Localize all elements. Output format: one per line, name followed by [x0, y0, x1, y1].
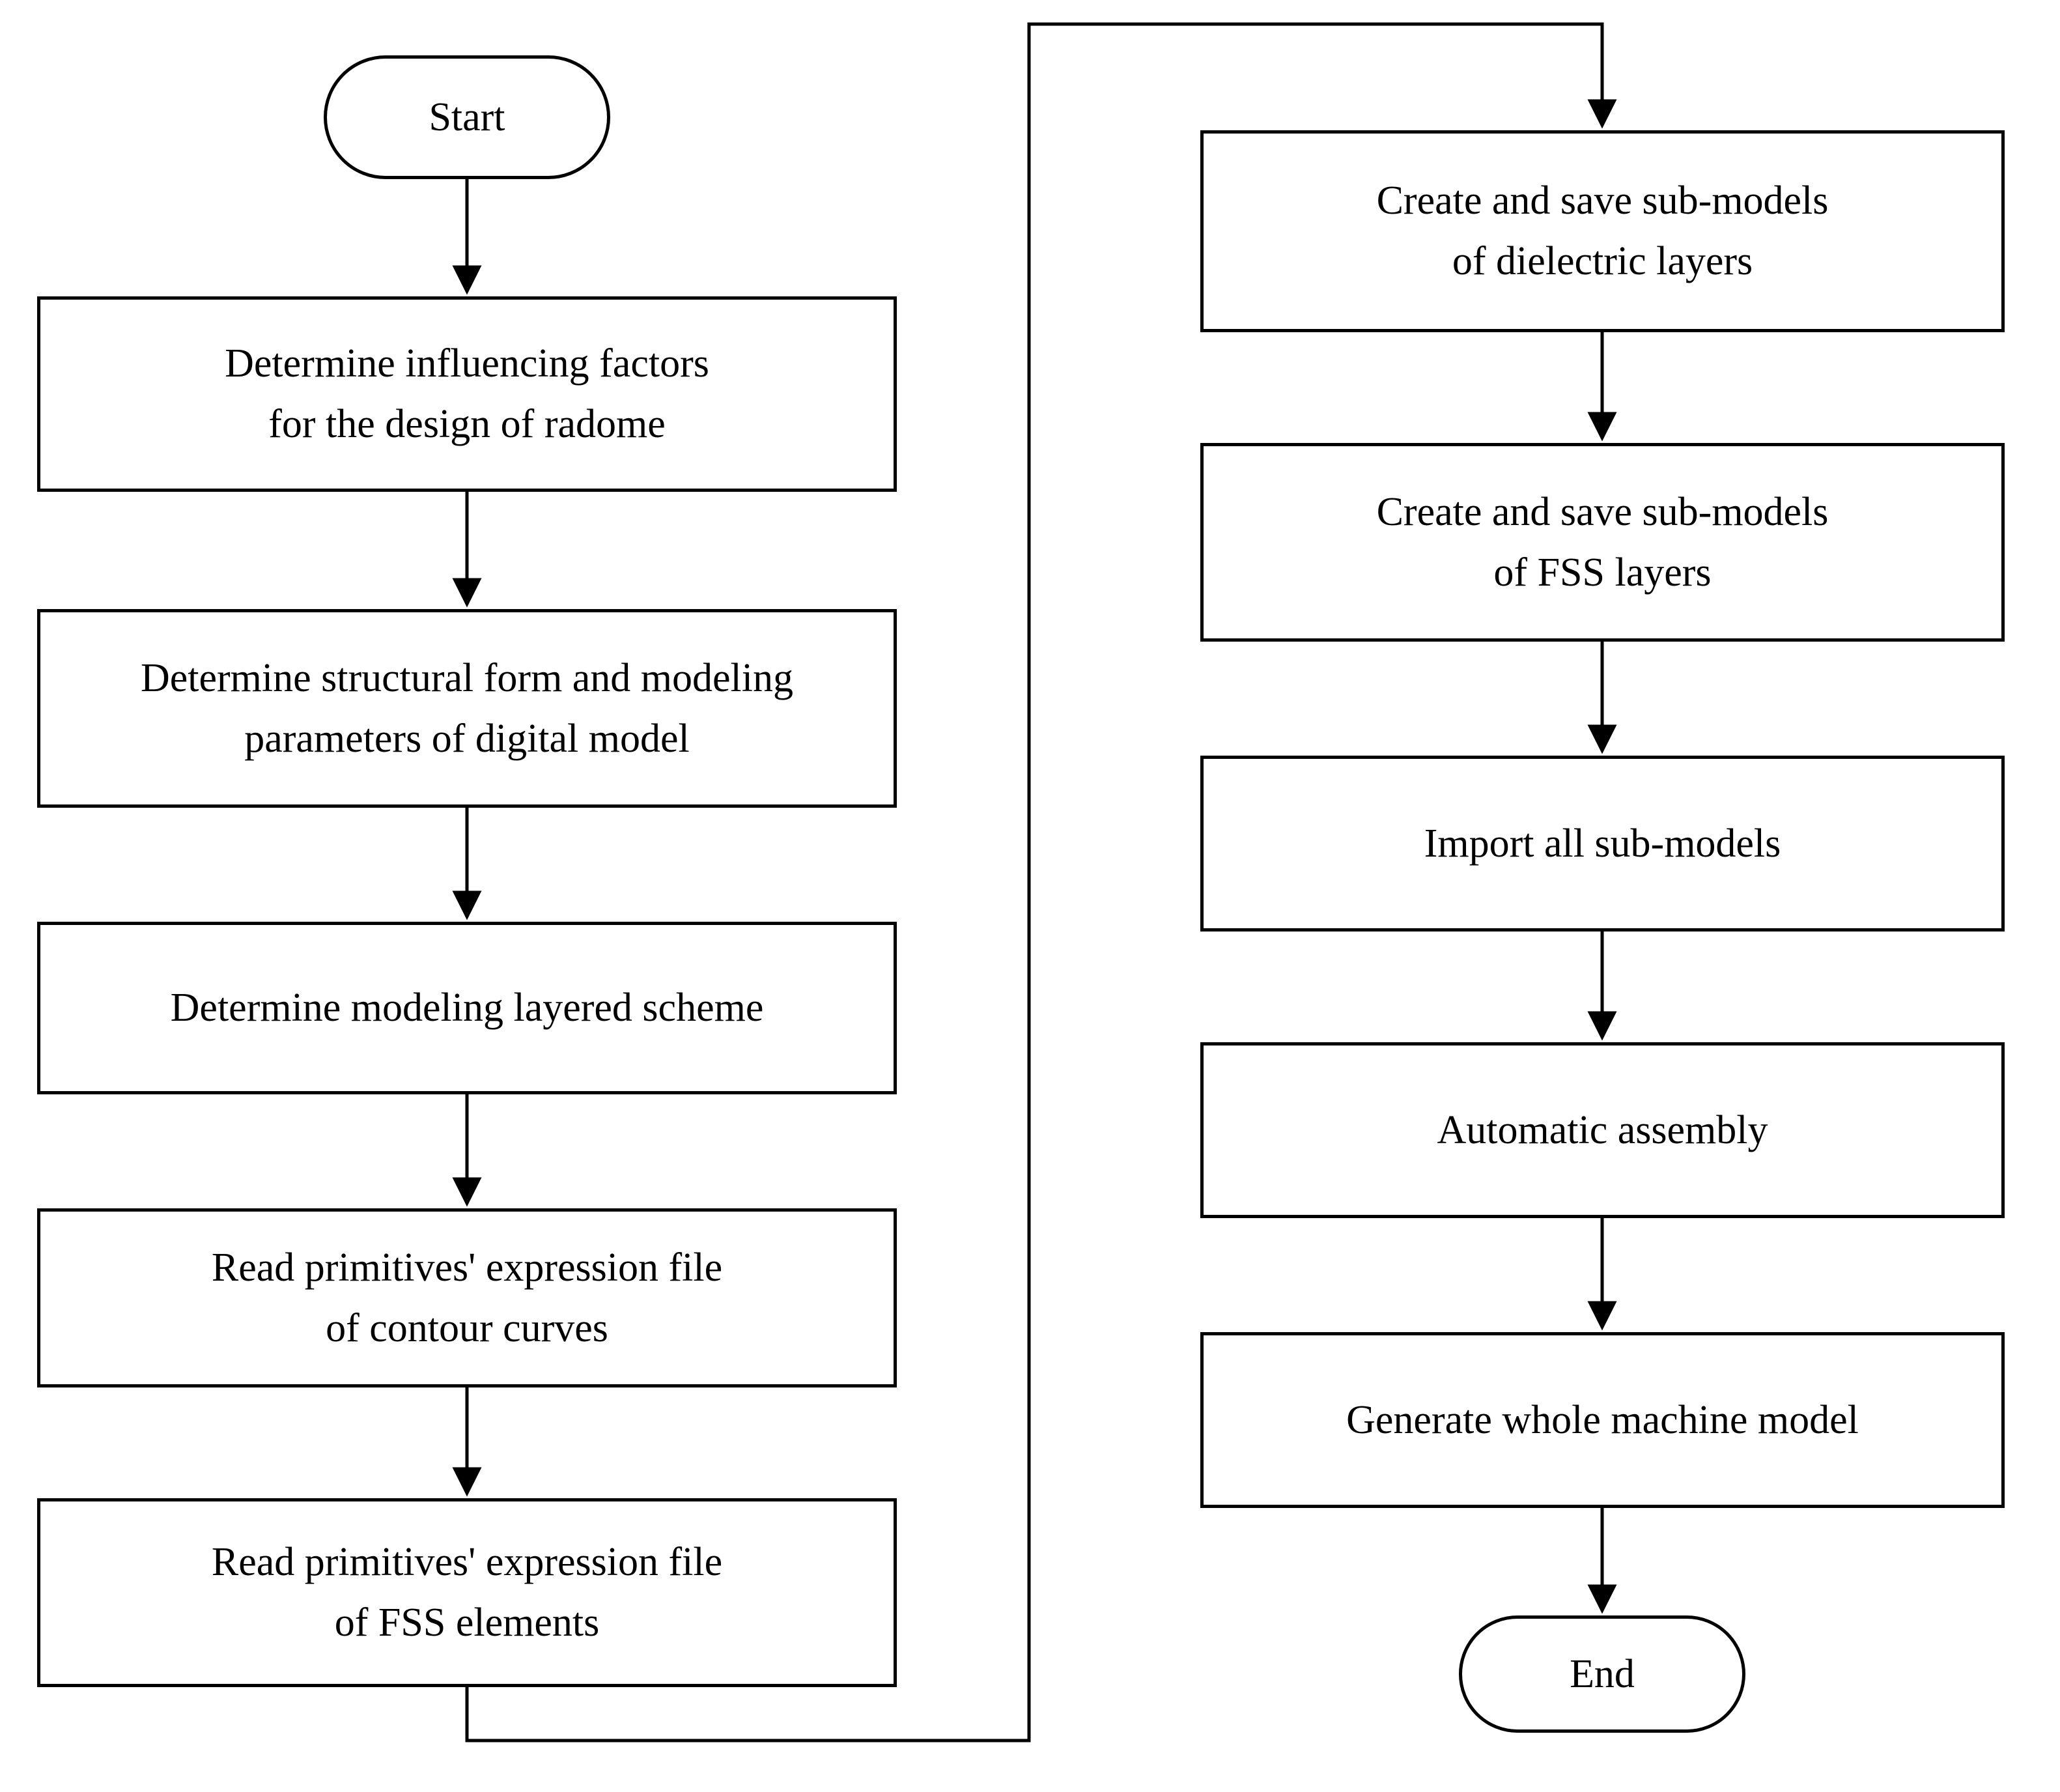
step-text-line: of FSS layers — [1493, 550, 1712, 595]
start-label: Start — [429, 94, 505, 139]
step-create-dielectric-submodels — [1200, 130, 2005, 332]
step-text-line: of dielectric layers — [1452, 239, 1753, 283]
step-text-line: Read primitives' expression file — [211, 1540, 723, 1584]
step-structural-form — [37, 609, 897, 808]
step-text-line: Read primitives' expression file — [211, 1245, 723, 1290]
start-node — [324, 55, 610, 179]
step-text-line: Determine modeling layered scheme — [170, 986, 764, 1030]
end-label: End — [1570, 1651, 1635, 1696]
step-text-line: Create and save sub-models — [1376, 489, 1829, 534]
step-text-line: Generate whole machine model — [1346, 1397, 1859, 1442]
step-create-fss-submodels — [1200, 443, 2005, 642]
step-influencing-factors — [37, 296, 897, 492]
step-text-line: Automatic assembly — [1437, 1107, 1768, 1152]
step-text-line: parameters of digital model — [244, 716, 690, 761]
step-text-line: Create and save sub-models — [1376, 178, 1829, 223]
step-layered-scheme — [37, 922, 897, 1094]
end-node — [1459, 1615, 1745, 1733]
step-text-line: Import all sub-models — [1424, 821, 1781, 866]
step-text-line: Determine structural form and modeling — [140, 655, 794, 700]
step-import-submodels — [1200, 756, 2005, 932]
step-text-line: of FSS elements — [334, 1600, 600, 1645]
step-generate-whole-model — [1200, 1332, 2005, 1508]
step-contour-curves-file — [37, 1208, 897, 1387]
step-text-line: of contour curves — [326, 1305, 608, 1350]
step-fss-elements-file — [37, 1498, 897, 1687]
step-text-line: Determine influencing factors — [225, 341, 709, 386]
step-automatic-assembly — [1200, 1042, 2005, 1218]
step-text-line: for the design of radome — [268, 402, 666, 446]
